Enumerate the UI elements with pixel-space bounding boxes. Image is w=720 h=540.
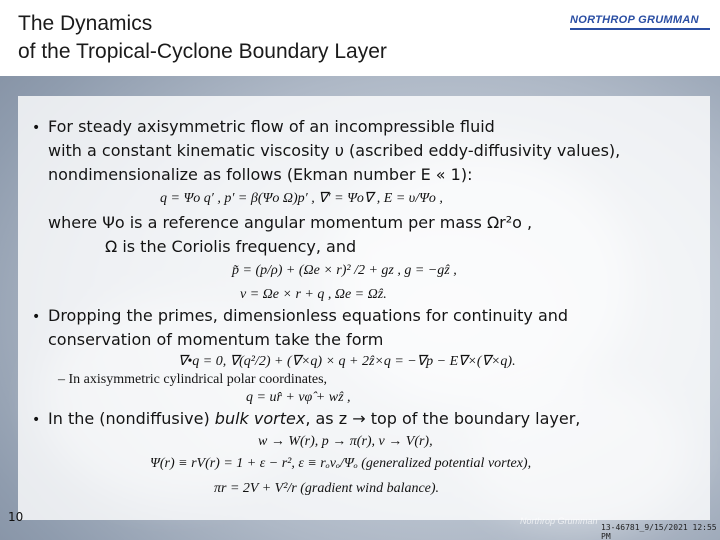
velocity-equation: v = Ωe × r + q , Ωe = Ωẑ.: [240, 287, 387, 302]
document-id: 13-46781_9/15/2021 12:55 PM: [601, 523, 717, 540]
bullet-dot: •: [32, 412, 41, 428]
bullet-dot: •: [32, 309, 41, 325]
bullet-2-line-1: Dropping the primes, dimensionless equations for continuity and: [48, 306, 569, 325]
bullet-3-prefix: In the (nondiffusive): [48, 409, 215, 428]
bullet-1-line-2: with a constant kinematic viscosity υ (ascribed eddy-diffusivity values),: [48, 141, 621, 160]
potential-vortex-equation: Ψ(r) ≡ rV(r) = 1 + ε − r², ε ≡ rₒvₒ/Ψₒ (generalized potential vortex),: [150, 456, 532, 471]
bullet-dot: •: [32, 120, 41, 136]
pressure-equation: p̃ = (p/ρ) + (Ωe × r)² /2 + gz , g = −gẑ ,: [232, 263, 457, 278]
title-line-2: of the Tropical-Cyclone Boundary Layer: [18, 40, 387, 63]
nondim-equation: q = Ψo q′ , p′ = β(Ψo Ω)p′ , ∇′ = Ψo∇ , E = υ/Ψo ,: [160, 191, 443, 206]
cylindrical-equation: q = ur̂ + vφ̂ + wẑ ,: [246, 390, 351, 405]
northrop-grumman-logo: NORTHROP GRUMMAN: [570, 14, 699, 26]
subitem-cylindrical: – In axisymmetric cylindrical polar coordinates,: [58, 372, 328, 387]
gradient-wind-equation: πr = 2V + V²/r (gradient wind balance).: [214, 481, 440, 496]
bullet-1-line-3: nondimensionalize as follows (Ekman number E « 1):: [48, 165, 473, 184]
bullet-3-line: [48, 408, 580, 429]
page-title: [18, 10, 387, 66]
bullet-3-suffix: , as z → top of the boundary layer,: [305, 409, 581, 428]
where-line-2: Ω is the Coriolis frequency, and: [105, 237, 357, 256]
title-line-1: The Dynamics: [18, 12, 153, 35]
momentum-equation: ∇•q = 0, ∇(q²/2) + (∇×q) × q + 2ẑ×q = −∇p − E∇×(∇×q).: [178, 354, 516, 369]
bulk-vortex-limits: w → W(r), p → π(r), v → V(r),: [258, 434, 433, 449]
logo-rule: [570, 28, 710, 30]
where-line-1: where Ψo is a reference angular momentum per mass Ωr²o ,: [48, 213, 533, 232]
bullet-1-line-1: For steady axisymmetric flow of an incompressible fluid: [48, 117, 495, 136]
page-number: 10: [8, 510, 24, 524]
bullet-2-line-2: conservation of momentum take the form: [48, 330, 384, 349]
watermark: Northrop Grumman: [520, 516, 598, 526]
bullet-3-emph: bulk vortex: [214, 409, 306, 428]
